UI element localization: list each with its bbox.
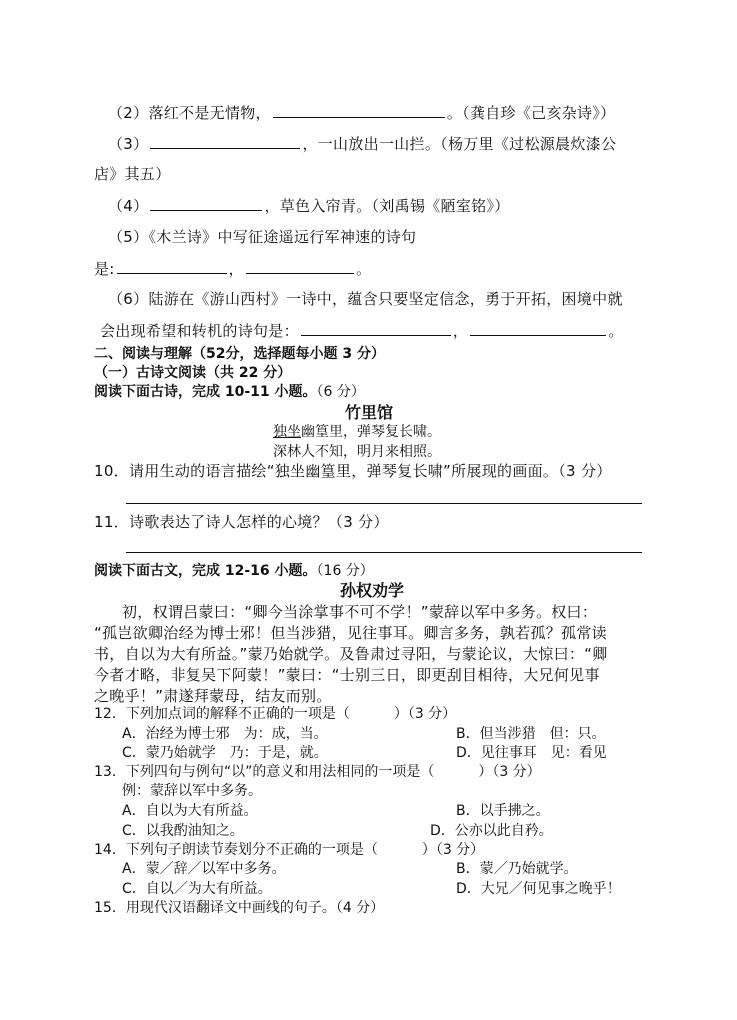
q2-suffix: 。（龚自珍《己亥杂诗》） bbox=[446, 104, 616, 122]
q11-stem: 11．诗歌表达了诗人怎样的心境？（3 分） bbox=[94, 513, 389, 531]
q6-line1: （6）陆游在《游山西村》一诗中，蕴含只要坚定信念，勇于开拓，困境中就 bbox=[108, 290, 623, 308]
q13-example: 例：蒙辞以军中多务。 bbox=[122, 783, 262, 799]
q14-option-b: B．蒙／乃始就学。 bbox=[456, 861, 578, 877]
q2-line bbox=[108, 103, 615, 122]
q5-blank-1 bbox=[117, 259, 227, 274]
q4-suffix: ，草色入帘青。（刘禹锡《陋室铭》） bbox=[264, 197, 510, 215]
q5-prefix: 是: bbox=[94, 260, 115, 278]
q10-answer-line[interactable] bbox=[126, 503, 642, 504]
q4-line bbox=[108, 196, 510, 215]
q6-blank-2 bbox=[470, 321, 606, 336]
poem-line-1-rest: 幽篁里，弹琴复长啸。 bbox=[301, 424, 441, 440]
q14-option-a: A．蒙／辞／以军中多务。 bbox=[122, 861, 286, 877]
q12-stem-end: ）（3 分） bbox=[393, 706, 457, 722]
q6-blank-1 bbox=[301, 321, 451, 336]
q13-option-d: D．公亦以此自矜。 bbox=[430, 823, 553, 839]
q3-prefix: （3） bbox=[108, 135, 149, 153]
q3-line2: 店》其五） bbox=[94, 165, 171, 183]
prose-instruction-text: 阅读下面古文，完成 12-16 小题。 bbox=[94, 563, 317, 579]
q5-mid: ， bbox=[228, 260, 244, 278]
q13-option-c: C．以我酌油知之。 bbox=[122, 823, 244, 839]
q5-line2 bbox=[94, 259, 371, 278]
q13-option-b: B．以手拂之。 bbox=[456, 803, 550, 819]
q14-option-c: C．自以／为大有所益。 bbox=[122, 881, 272, 897]
q12-option-a: A．治经为博士邪 为：成，当。 bbox=[122, 726, 328, 742]
q12-option-c: C．蒙乃始就学 乃：于是，就。 bbox=[122, 745, 328, 761]
prose-line-1: 初，权谓吕蒙曰：“卿今当涂掌事不可不学！”蒙辞以军中多务。权曰： bbox=[122, 603, 598, 621]
poem-line-1 bbox=[273, 424, 441, 441]
q3-line bbox=[108, 134, 616, 153]
prose-title: 孙权劝学 bbox=[340, 581, 405, 600]
poem-title: 竹里馆 bbox=[345, 403, 394, 422]
poem-instruction bbox=[94, 384, 365, 401]
q14-stem-text: 14．下列句子朗读节奏划分不正确的一项是（ bbox=[94, 842, 378, 858]
q12-option-d: D．见往事耳 见：看见 bbox=[456, 745, 607, 761]
q13-stem-text: 13．下列四句与例句“以”的意义和用法相同的一项是（ bbox=[94, 764, 435, 780]
q2-prefix: （2）落红不是无情物， bbox=[108, 104, 271, 122]
section2-subheading: （一）古诗文阅读（共 22 分） bbox=[94, 365, 292, 381]
q3-suffix: ，一山放出一山拦。（杨万里《过松源晨炊漆公 bbox=[302, 135, 617, 153]
prose-line-4: 今者才略，非复吴下阿蒙！”蒙曰：“士别三日，即更刮目相待，大兄何见事 bbox=[94, 666, 600, 684]
q11-answer-line[interactable] bbox=[126, 552, 642, 553]
prose-line-5: 之晚乎！”肃遂拜蒙母，结友而别。 bbox=[94, 687, 332, 705]
poem-instruction-text: 阅读下面古诗，完成 10-11 小题。 bbox=[94, 384, 317, 400]
prose-line-3: 书，自以为大有所益。”蒙乃始就学。及鲁肃过寻阳，与蒙论议，大惊曰：“卿 bbox=[94, 645, 608, 663]
q14-stem bbox=[94, 842, 484, 859]
q12-stem bbox=[94, 706, 456, 723]
q14-stem-end: ）（3 分） bbox=[421, 842, 485, 858]
q15-stem: 15．用现代汉语翻译文中画线的句子。（4 分） bbox=[94, 900, 385, 916]
q10-stem: 10．请用生动的语言描绘“独坐幽篁里，弹琴复长啸”所展现的画面。（3 分） bbox=[94, 462, 612, 480]
q6-suffix: 。 bbox=[608, 322, 624, 340]
q12-stem-text: 12．下列加点词的解释不正确的一项是（ bbox=[94, 706, 350, 722]
q13-option-a: A．自以为大有所益。 bbox=[122, 803, 258, 819]
q12-option-b: B．但当涉猎 但：只。 bbox=[456, 726, 606, 742]
q4-prefix: （4） bbox=[108, 197, 149, 215]
q4-blank bbox=[150, 196, 262, 211]
q5-suffix: 。 bbox=[355, 260, 372, 278]
poem-line-2: 深林人不知，明月来相照。 bbox=[273, 444, 441, 460]
q2-blank bbox=[273, 103, 445, 118]
prose-instruction bbox=[94, 563, 374, 580]
q6-prefix: 会出现希望和转机的诗句是： bbox=[100, 322, 299, 340]
q6-mid: ， bbox=[452, 322, 469, 340]
q5-blank-2 bbox=[246, 259, 354, 274]
prose-points: （16 分） bbox=[316, 563, 374, 579]
poem-points: （6 分） bbox=[316, 384, 365, 400]
poem-line-1-underlined: 独坐 bbox=[273, 424, 301, 440]
prose-line-2: “孤岂欲卿治经为博士邪！但当涉猎，见往事耳。卿言多务，孰若孤？孤常读 bbox=[94, 624, 607, 642]
q3-blank bbox=[150, 134, 300, 149]
q6-line2 bbox=[100, 321, 624, 340]
q14-option-d: D．大兄／何见事之晚乎！ bbox=[456, 881, 621, 897]
q5-line1: （5）《木兰诗》中写征途遥远行军神速的诗句 bbox=[108, 228, 417, 246]
section2-heading: 二、阅读与理解（52分，选择题每小题 3 分） bbox=[94, 346, 385, 362]
q13-stem-end: ）（3 分） bbox=[478, 764, 541, 780]
q13-stem bbox=[94, 764, 541, 781]
